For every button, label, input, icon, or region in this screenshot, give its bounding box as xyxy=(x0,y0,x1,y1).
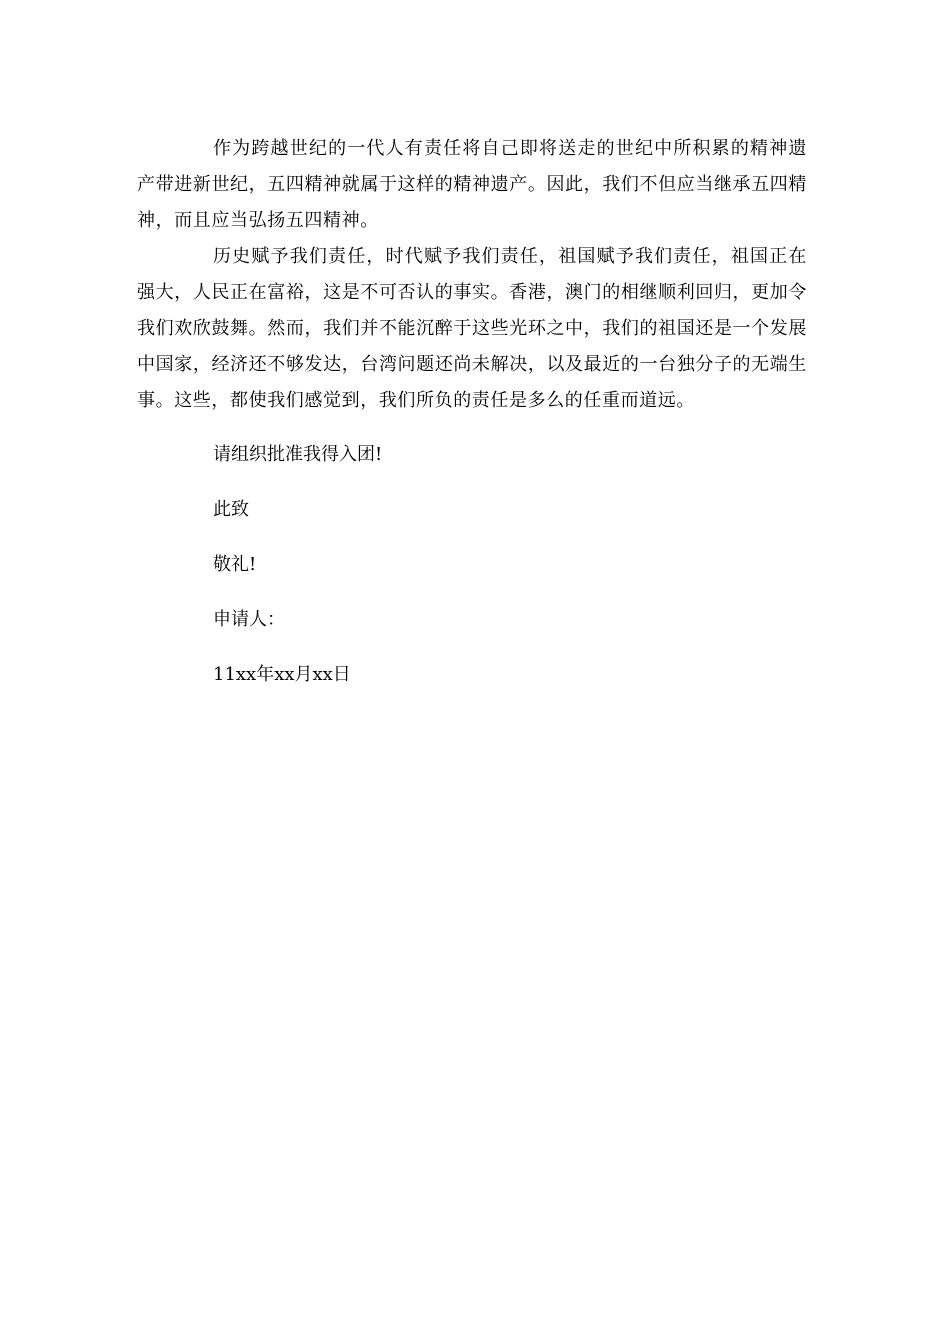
applicant-label: 申请人： xyxy=(213,609,285,630)
body-paragraph-1: 作为跨越世纪的一代人有责任将自己即将送走的世纪中所积累的精神遗产带进新世纪，五四精神就属于这样的精神遗产。因此，我们不但应当继承五四精神，而且应当弘扬五四精神。 xyxy=(137,138,807,231)
date-line: 11xx年xx月xx日 xyxy=(213,664,351,685)
request-line: 请组织批准我得入团! xyxy=(213,444,383,465)
salutation-cizhi: 此致 xyxy=(213,499,249,520)
body-paragraph-2: 历史赋予我们责任，时代赋予我们责任，祖国赋予我们责任，祖国正在强大，人民正在富裕，这是不可否认的事实。香港，澳门的相继顺利回归，更加令我们欢欣鼓舞。然而，我们并不能沉醉于这些光环之中，我们的祖国还是一个发展中国家，经济还不够发达，台湾问题还尚未解决，以及最近的一台独分子的无端生事。这些，都使我们感觉到，我们所负的责任是多么的任重而道远。 xyxy=(137,246,807,411)
salutation-jingli: 敬礼! xyxy=(213,554,257,575)
